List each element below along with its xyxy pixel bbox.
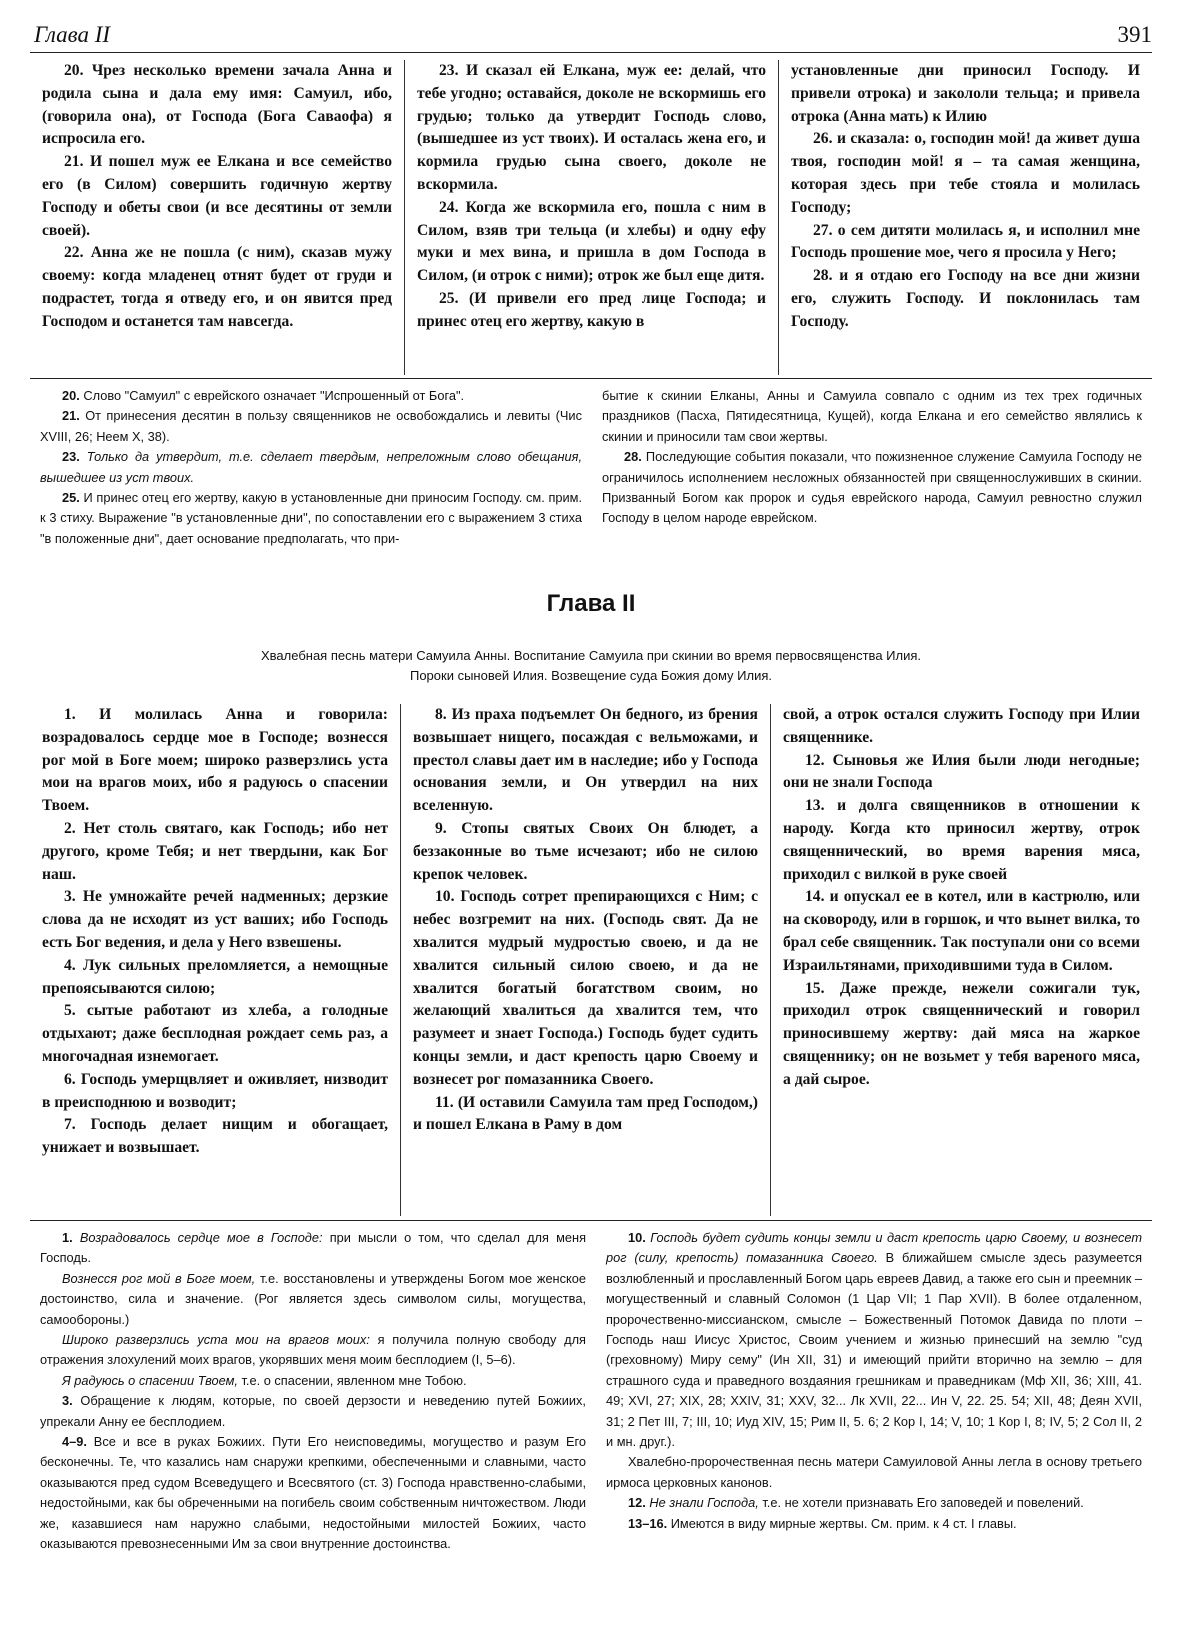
bottom-notes-col1	[30, 1228, 596, 1555]
verse: 27. о сем дитяти молилась я, и исполнил мне Господь прошение мое, чего я просила у Него;	[791, 221, 1140, 262]
chapter-verses-col1	[30, 704, 400, 1216]
verse: 28. и я отдаю его Господу на все дни жизни его, служить Господу. И поклонилась там Господу.	[791, 267, 1140, 330]
bottom-notes	[30, 1228, 1152, 1555]
verse: 25. (И привели его пред лице Господа; и принес отец его жертву, какую в	[417, 289, 766, 330]
note-text: т.е. о спасении, явленном мне Тобою.	[237, 1372, 467, 1388]
note	[606, 1452, 1142, 1493]
note-text: Хвалебно-пророчественная песнь матери Самуиловой Анны легла в основу третьего ирмоса церковных канонов.	[606, 1454, 1142, 1490]
note-number: 4–9.	[62, 1434, 87, 1450]
note-quote: Я радуюсь о спасении Твоем,	[62, 1372, 238, 1388]
chapter-summary-line: Хвалебная песнь матери Самуила Анны. Воспитание Самуила при скинии во время первосвященства Илия.	[261, 648, 921, 663]
note	[40, 1391, 586, 1432]
verse: 10. Господь сотрет препирающихся с Ним; с небес возгремит на них. (Господь свят. Да не хвалится мудрый мудростью своею, и да не хвалится сильный силою своею, и да не хвалится богатый богатством своим, но желающий хвалиться да хвалится тем, что разумеет и знает Господа.) Господь будет судить концы земли, и даст крепость царю Своему и вознесет рог помазанника Своего.	[413, 888, 758, 1088]
top-notes-col2	[592, 386, 1152, 549]
page-number: 391	[1117, 22, 1152, 47]
note	[606, 1493, 1142, 1513]
verse: 3. Не умножайте речей надменных; дерзкие слова да не исходят из уст ваших; ибо Господь есть Бог ведения, и дела у Него взвешены.	[42, 888, 388, 951]
note-text: Слово "Самуил" с еврейского означает "Испрошенный от Бога".	[83, 388, 465, 403]
note-number: 21.	[62, 408, 80, 424]
book-page	[30, 0, 1152, 1632]
verse: 11. (И оставили Самуила там пред Господом,) и пошел Елкана в Раму в дом	[413, 1093, 758, 1134]
running-header	[30, 22, 1152, 52]
top-verses	[30, 60, 1152, 375]
verse: 13. и долга священников в отношении к народу. Когда кто приносил жертву, отрок священнический, во время варения мяса, приходил с вилкой в руке своей	[783, 797, 1140, 883]
verse: 15. Даже прежде, нежели сожигали тук, приходил отрок священнический и говорил приносившему жертву: дай мяса на жаркое священнику; он не возьмет у тебя вареного мяса, а дай сырое.	[783, 979, 1140, 1088]
verse: 4. Лук сильных преломляется, а немощные препоясываются силою;	[42, 956, 388, 997]
note-text: И принес отец его жертву, какую в установленные дни приносим Господу. см. прим. к 3 стиху. Выражение "в установленные дни", по сопоставлении его с выражением 3 стиха "в положенные дни", дает основание предполагать, что при-	[40, 490, 582, 546]
verse-continuation: свой, а отрок остался служить Господу при Илии священнике.	[783, 706, 1140, 746]
top-notes	[30, 386, 1152, 549]
header-rule	[30, 52, 1152, 53]
verse: 23. И сказал ей Елкана, муж ее: делай, что тебе угодно; оставайся, доколе не вскормишь его грудью; только да утвердит Господь слово, (вышедшее из уст твоих). И осталась жена его, и кормила грудью сына своего, доколе не вскормила.	[417, 62, 766, 193]
chapter-title: Глава II	[546, 590, 636, 617]
note-text: т.е. не хотели признавать Его заповедей и повелений.	[758, 1495, 1084, 1511]
note-text: я получила полную свободу для отражения злохулений моих врагов, укорявших меня моим бесплодием (I, 5–6).	[40, 1332, 586, 1368]
note-continuation: бытие к скинии Елканы, Анны и Самуила совпало с одним из тех трех годичных праздников (Пасха, Пятидесятница, Кущей), когда Елкана и его семейство являлись к скинии и приносили там свои жертвы.	[602, 388, 1142, 444]
note-text: Обращение к людям, которые, по своей дерзости и неведению путей Божиих, упрекали Анну ее бесплодием.	[40, 1393, 586, 1429]
chapter-verses-col3	[770, 704, 1152, 1216]
verse: 12. Сыновья же Илия были люди негодные; они не знали Господа	[783, 751, 1140, 792]
verse: 26. и сказала: о, господин мой! да живет душа твоя, господин мой! я – та самая женщина, которая здесь при тебе стояла и молилась Господу;	[791, 130, 1140, 216]
verse: 5. сытые работают из хлеба, а голодные отдыхают; даже бесплодная рождает семь раз, а многочадная изнемогает.	[42, 1002, 388, 1065]
verse: 7. Господь делает нищим и обогащает, унижает и возвышает.	[42, 1116, 388, 1157]
note-text: Последующие события показали, что пожизненное служение Самуила Господу не ограничилось исполнением несложных обязанностей при священнослуживших в скинии. Призванный Богом как пророк и судья еврейского народа, Самуил ревностно служил Господу в целом народе еврейском.	[602, 449, 1142, 526]
note	[40, 1371, 586, 1391]
notes-rule-bottom	[30, 1220, 1152, 1221]
verse: 20. Чрез несколько времени зачала Анна и родила сына и дала ему имя: Самуил, ибо, (говорила она), от Господа (Бога Саваофа) я испросила его.	[42, 62, 392, 148]
verse: 24. Когда же вскормила его, пошла с ним в Силом, взяв три тельца (и хлебы) и одну ефу муки и мех вина, и пришла в дом Господа в Силом, (и отрок с ними); отрок же был еще дитя.	[417, 198, 766, 285]
verse: 2. Нет столь святаго, как Господь; ибо нет другого, кроме Тебя; и нет твердыни, как Бог наш.	[42, 819, 388, 883]
verse: 6. Господь умерщвляет и оживляет, низводит в преисподнюю и возводит;	[42, 1070, 388, 1111]
note-number: 20.	[62, 388, 80, 403]
note-text: Только да утвердит, т.е. сделает твердым, непреложным слово обещания, вышедшее из уст твоих.	[40, 449, 582, 485]
note-number: 10.	[628, 1230, 646, 1245]
note	[40, 488, 582, 549]
verse-continuation: установленные дни приносил Господу. И привели отрока) и закололи тельца; и привела отрока (Анна мать) к Илию	[791, 62, 1140, 125]
top-notes-col1	[30, 386, 592, 549]
note-number: 3.	[62, 1393, 73, 1409]
verse: 1. И молилась Анна и говорила: возрадовалось сердце мое в Господе; вознесся рог мой в Боге моем; широко разверзлись уста мои на врагов моих, ибо я радуюсь о спасении Твоем.	[42, 706, 388, 815]
note-text: В ближайшем смысле здесь разумеется возлюбленный и прославленный Богом царь евреев Давид, а также его сын и преемник – могущественный и славный Соломон (1 Цар VII; 1 Пар XVII). В более отдаленном, пророчественно-миссианском, смысле – Божественный Потомок Давида по плоти – Господь наш Иисус Христос, Своим учением и жизнью принесший на землю "суд (греховному) Миру сему" (Ин XII, 31) и имеющий прийти вторично на землю – для страшного суда и праведного воздаяния грешникам и праведникам (Мф XII, 36; XIII, 41. 49; XVI, 27; XIX, 28; XXIV, 31; XXV, 32... Лк XVII, 22... Ин V, 22. 25. 54; XII, 48; Деян XVII, 31; 2 Пет III, 7; III, 10; Иуд XIV, 15; Рим II, 5. 6; 2 Кор I, 14; V, 10; 1 Кор I, 8; IV, 5; 2 Сол II, 2 и мн. друг.).	[606, 1250, 1142, 1450]
note-text: при мысли о том, что сделал для меня Господь.	[40, 1230, 586, 1266]
top-verses-col3	[778, 60, 1152, 375]
note	[602, 447, 1142, 529]
note-quote: Господь будет судить концы земли и даст крепость царю Своему, и вознесет рог (силу, крепость) помазанника Своего.	[606, 1230, 1142, 1266]
note-quote: Не знали Господа,	[649, 1495, 759, 1511]
verse: 22. Анна же не пошла (с ним), сказав мужу своему: когда младенец отнят будет от груди и подрастет, тогда я отведу его, и он явится пред Господом и останется там навсегда.	[42, 244, 392, 330]
top-verses-col1	[30, 60, 404, 375]
note	[40, 1330, 586, 1371]
chapter-summary-line: Пороки сыновей Илия. Возвещение суда Божия дому Илия.	[409, 668, 772, 683]
note	[40, 447, 582, 488]
running-header-title: Глава II	[34, 22, 111, 47]
note-number: 23.	[62, 449, 80, 465]
note-quote: Вознесся рог мой в Боге моем,	[62, 1270, 256, 1286]
verse: 14. и опускал ее в котел, или в кастрюлю, или на сковороду, или в горшок, и что вынет вилка, то брал себе священник. Так поступали они со всеми Израильтянами, приходившими туда в Силом.	[783, 888, 1140, 974]
note-text: От принесения десятин в пользу священников не освобождались и левиты (Чис XVIII, 26; Неем X, 38).	[40, 408, 582, 444]
note	[40, 1432, 586, 1554]
note-text: Имеются в виду мирные жертвы. См. прим. к 4 ст. I главы.	[667, 1515, 1017, 1531]
top-verses-col2	[404, 60, 778, 375]
chapter-verses-col2	[400, 704, 770, 1216]
note-number: 25.	[62, 490, 80, 506]
note	[606, 1514, 1142, 1534]
note-number: 1.	[62, 1230, 73, 1245]
chapter-verses	[30, 704, 1152, 1216]
note	[40, 1269, 586, 1330]
chapter-summary	[30, 646, 1152, 686]
note-text: т.е. восстановлены и утверждены Богом мое женское достоинство, сила и значение. (Рог является здесь символом силы, могущества, самообороны.)	[40, 1270, 586, 1327]
verse: 21. И пошел муж ее Елкана и все семейство его (в Силом) совершить годичную жертву Господу и обеты свои (и все десятины от земли своей).	[42, 153, 392, 239]
note-text: Все и все в руках Божиих. Пути Его неисповедимы, могущество и разум Его бесконечны. Те, что казались нам снаружи крепкими, обеспеченными и славными, часто оказываются пред судом Всеведущего и Всесвятого (ст. 3) Господа нравственно-слабыми, недостойными, как бы обреченными на погибель своим собственным ничтожеством. Люди же, казавшиеся нам наружно слабыми, недостойными милостей Божиих, часто оказываются превознесенными Им за свои внутренние достоинства.	[40, 1434, 586, 1552]
verse: 8. Из праха подъемлет Он бедного, из брения возвышает нищего, посаждая с вельможами, и престол славы дает им в наследие; ибо у Господа основания земли, и Он утвердил на них вселенную.	[413, 706, 758, 815]
note-quote: Возрадовалось сердце мое в Господе:	[79, 1230, 323, 1245]
note	[40, 406, 582, 447]
notes-rule-top	[30, 378, 1152, 379]
bottom-notes-col2	[596, 1228, 1152, 1555]
verse: 9. Стопы святых Своих Он блюдет, а беззаконные во тьме исчезают; ибо не силою крепок человек.	[413, 819, 758, 883]
note-number: 28.	[624, 449, 642, 465]
note	[40, 1228, 586, 1269]
note	[606, 1228, 1142, 1452]
note-number: 13–16.	[628, 1515, 668, 1531]
note	[40, 386, 582, 406]
note-number: 12.	[628, 1495, 646, 1511]
note-quote: Широко разверзлись уста мои на врагов моих:	[62, 1332, 370, 1348]
